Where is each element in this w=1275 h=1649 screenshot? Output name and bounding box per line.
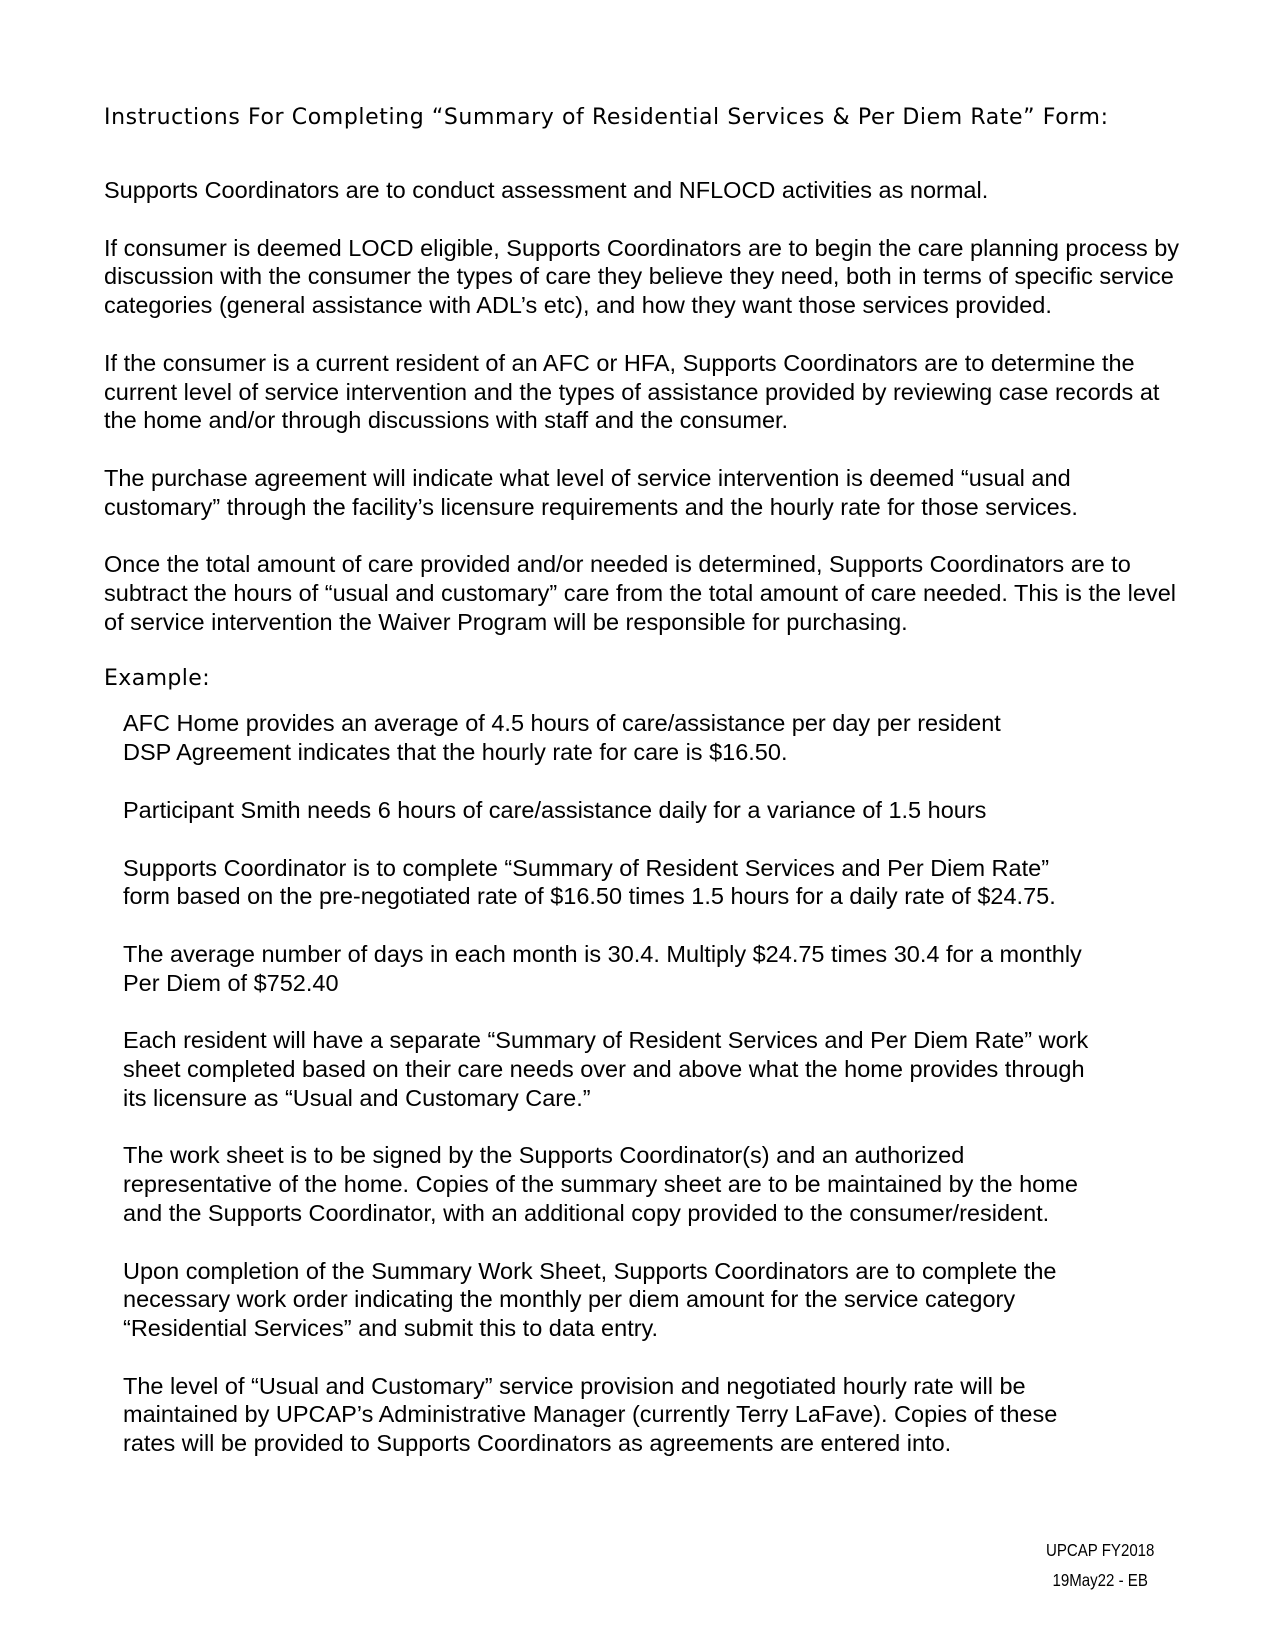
instruction-paragraph: Supports Coordinators are to conduct assessment and NFLOCD activities as normal. bbox=[104, 177, 989, 203]
example-paragraph bbox=[123, 796, 1184, 825]
example-line: “Residential Services” and submit this to data entry. bbox=[123, 1314, 659, 1341]
example-line: AFC Home provides an average of 4.5 hours of care/assistance per day per resident bbox=[123, 710, 1001, 737]
example-line: form based on the pre-negotiated rate of $16.50 times 1.5 hours for a daily rate of $24.75. bbox=[123, 883, 1056, 910]
example-paragraph bbox=[123, 1257, 1184, 1343]
footer-program-year: UPCAP FY2018 bbox=[1045, 1540, 1155, 1560]
example-line: sheet completed based on their care needs over and above what the home provides through bbox=[123, 1056, 1085, 1083]
page-title: Instructions For Completing “Summary of Residential Services & Per Diem Rate” Form: bbox=[104, 105, 1109, 130]
example-line: representative of the home. Copies of the summary sheet are to be maintained by the home bbox=[123, 1171, 1078, 1198]
example-line: Supports Coordinator is to complete “Summary of Resident Services and Per Diem Rate” bbox=[123, 854, 1050, 881]
instruction-paragraph: If consumer is deemed LOCD eligible, Supports Coordinators are to begin the care planning process by discussion with the consumer the types of care they believe they need, both in terms of specific service categories (general assistance with ADL’s etc), and how they want those services provided. bbox=[104, 234, 1180, 319]
example-line: Participant Smith needs 6 hours of care/assistance daily for a variance of 1.5 hours bbox=[123, 796, 987, 823]
example-line: The work sheet is to be signed by the Supports Coordinator(s) and an authorized bbox=[123, 1142, 965, 1169]
example-block bbox=[104, 709, 1184, 1457]
example-line: The level of “Usual and Customary” service provision and negotiated hourly rate will be bbox=[123, 1372, 1026, 1399]
instructions-body bbox=[104, 176, 1184, 1487]
example-paragraph bbox=[123, 1026, 1184, 1112]
example-line: necessary work order indicating the monthly per diem amount for the service category bbox=[123, 1286, 1016, 1313]
example-line: and the Supports Coordinator, with an additional copy provided to the consumer/resident. bbox=[123, 1199, 1050, 1226]
example-paragraph bbox=[123, 940, 1184, 997]
example-line: maintained by UPCAP’s Administrative Manager (currently Terry LaFave). Copies of these bbox=[123, 1401, 1058, 1428]
example-line: its licensure as “Usual and Customary Care.” bbox=[123, 1084, 591, 1111]
example-paragraph bbox=[123, 854, 1184, 911]
example-paragraph bbox=[123, 709, 1184, 766]
example-line: rates will be provided to Supports Coordinators as agreements are entered into. bbox=[123, 1430, 952, 1457]
instruction-paragraph: The purchase agreement will indicate what level of service intervention is deemed “usual and customary” through the facility’s licensure requirements and the hourly rate for those services. bbox=[104, 464, 1078, 520]
example-line: Each resident will have a separate “Summary of Resident Services and Per Diem Rate” work bbox=[123, 1027, 1089, 1054]
example-line: DSP Agreement indicates that the hourly rate for care is $16.50. bbox=[123, 739, 788, 766]
footer-revision-date: 19May22 - EB bbox=[1052, 1570, 1148, 1590]
example-paragraph bbox=[123, 1372, 1184, 1458]
example-line: Upon completion of the Summary Work Sheet, Supports Coordinators are to complete the bbox=[123, 1257, 1057, 1284]
instruction-paragraph: Once the total amount of care provided and/or needed is determined, Supports Coordinators are to subtract the hours of “usual and customary” care from the total amount of care needed. This is the level of service intervention the Waiver Program will be responsible for purchasing. bbox=[104, 551, 1176, 635]
example-paragraph bbox=[123, 1141, 1184, 1227]
example-heading: Example: bbox=[104, 666, 211, 692]
example-line: Per Diem of $752.40 bbox=[123, 969, 339, 996]
example-line: The average number of days in each month is 30.4. Multiply $24.75 times 30.4 for a monthly bbox=[123, 940, 1082, 967]
instruction-paragraph: If the consumer is a current resident of an AFC or HFA, Supports Coordinators are to determine the current level of service intervention and the types of assistance provided by reviewing case records at the home and/or through discussions with staff and the consumer. bbox=[104, 349, 1160, 434]
document-footer bbox=[1040, 1535, 1160, 1595]
